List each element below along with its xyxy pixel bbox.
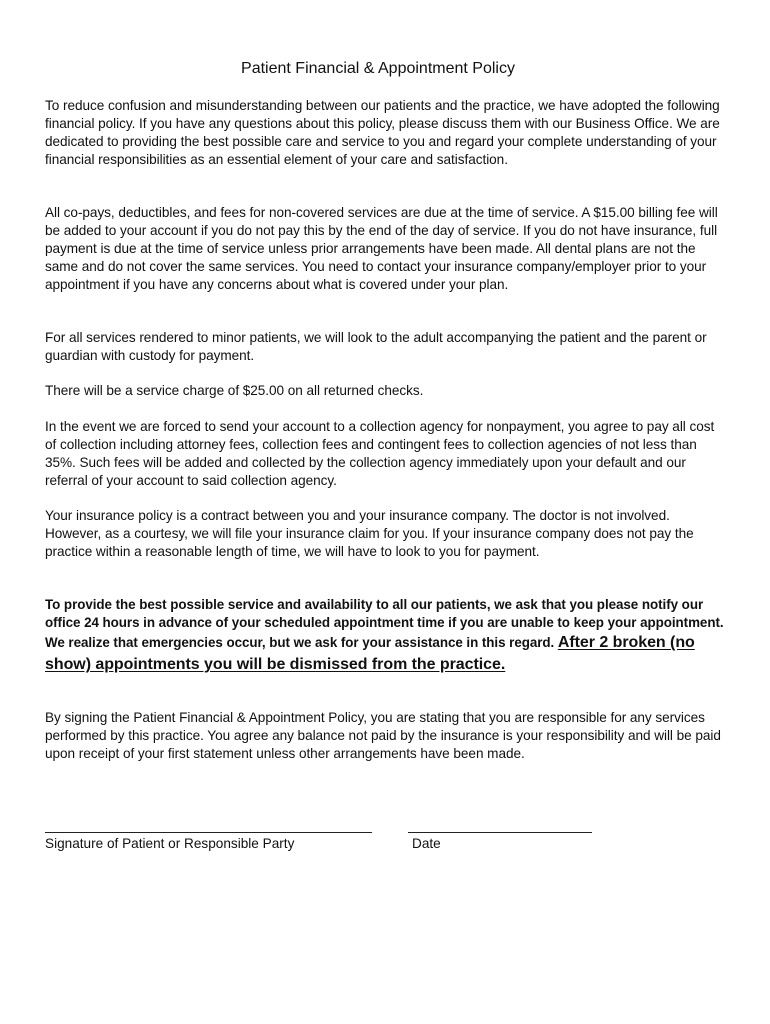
insurance-paragraph: Your insurance policy is a contract between you and your insurance company. The doctor is not involved. However, as a courtesy, we will file your insurance claim for you. If your insurance company does not pay the practice within a reasonable length of time, we will have to look to you for payment. [45,508,694,559]
date-signature-line[interactable] [408,832,592,833]
appointment-notice-text: To provide the best possible service and availability to all our patients, we ask that you please notify our office 24 hours in advance of your scheduled appointment time if you are unable to keep your appointment. We realize that emergencies occur, but we ask for your assistance in this regard. [45,597,724,650]
intro-paragraph: To reduce confusion and misunderstanding between our patients and the practice, we have adopted the following financial policy. If you have any questions about this policy, please discuss them with our Business Office. We are dedicated to providing the best possible care and service to you and regard your complete understanding of your financial responsibilities as an essential element of your care and satisfaction. [45,98,720,167]
collections-paragraph: In the event we are forced to send your account to a collection agency for nonpayment, you agree to pay all cost of collection including attorney fees, collection fees and contingent fees to collection agencies of not less than 35%. Such fees will be added and collected by the collection agency immediately upon your default and our referral of your account to said collection agency. [45,419,715,488]
returned-checks-paragraph: There will be a service charge of $25.00 on all returned checks. [45,383,424,398]
appointment-policy-paragraph [45,596,729,676]
dismissal-warning: After 2 broken (no show) appointments you will be dismissed from the practice. [45,634,695,673]
minor-patients-paragraph: For all services rendered to minor patients, we will look to the adult accompanying the patient and the parent or guardian with custody for payment. [45,330,707,363]
payment-terms-paragraph: All co-pays, deductibles, and fees for non-covered services are due at the time of service. A $15.00 billing fee will be added to your account if you do not pay this by the end of the day of service. If you do not have insurance, full payment is due at the time of service unless prior arrangements have been made. All dental plans are not the same and do not cover the same services. You need to contact your insurance company/employer prior to your appointment if you have any concerns about what is covered under your plan. [45,205,718,292]
page-title: Patient Financial & Appointment Policy [241,60,515,77]
date-label: Date [412,836,441,851]
patient-signature-line[interactable] [45,832,372,833]
agreement-paragraph: By signing the Patient Financial & Appointment Policy, you are stating that you are responsible for any services performed by this practice. You agree any balance not paid by the insurance is your responsibility and will be paid upon receipt of your first statement unless other arrangements have been made. [45,710,721,761]
patient-signature-label: Signature of Patient or Responsible Party [45,836,295,851]
